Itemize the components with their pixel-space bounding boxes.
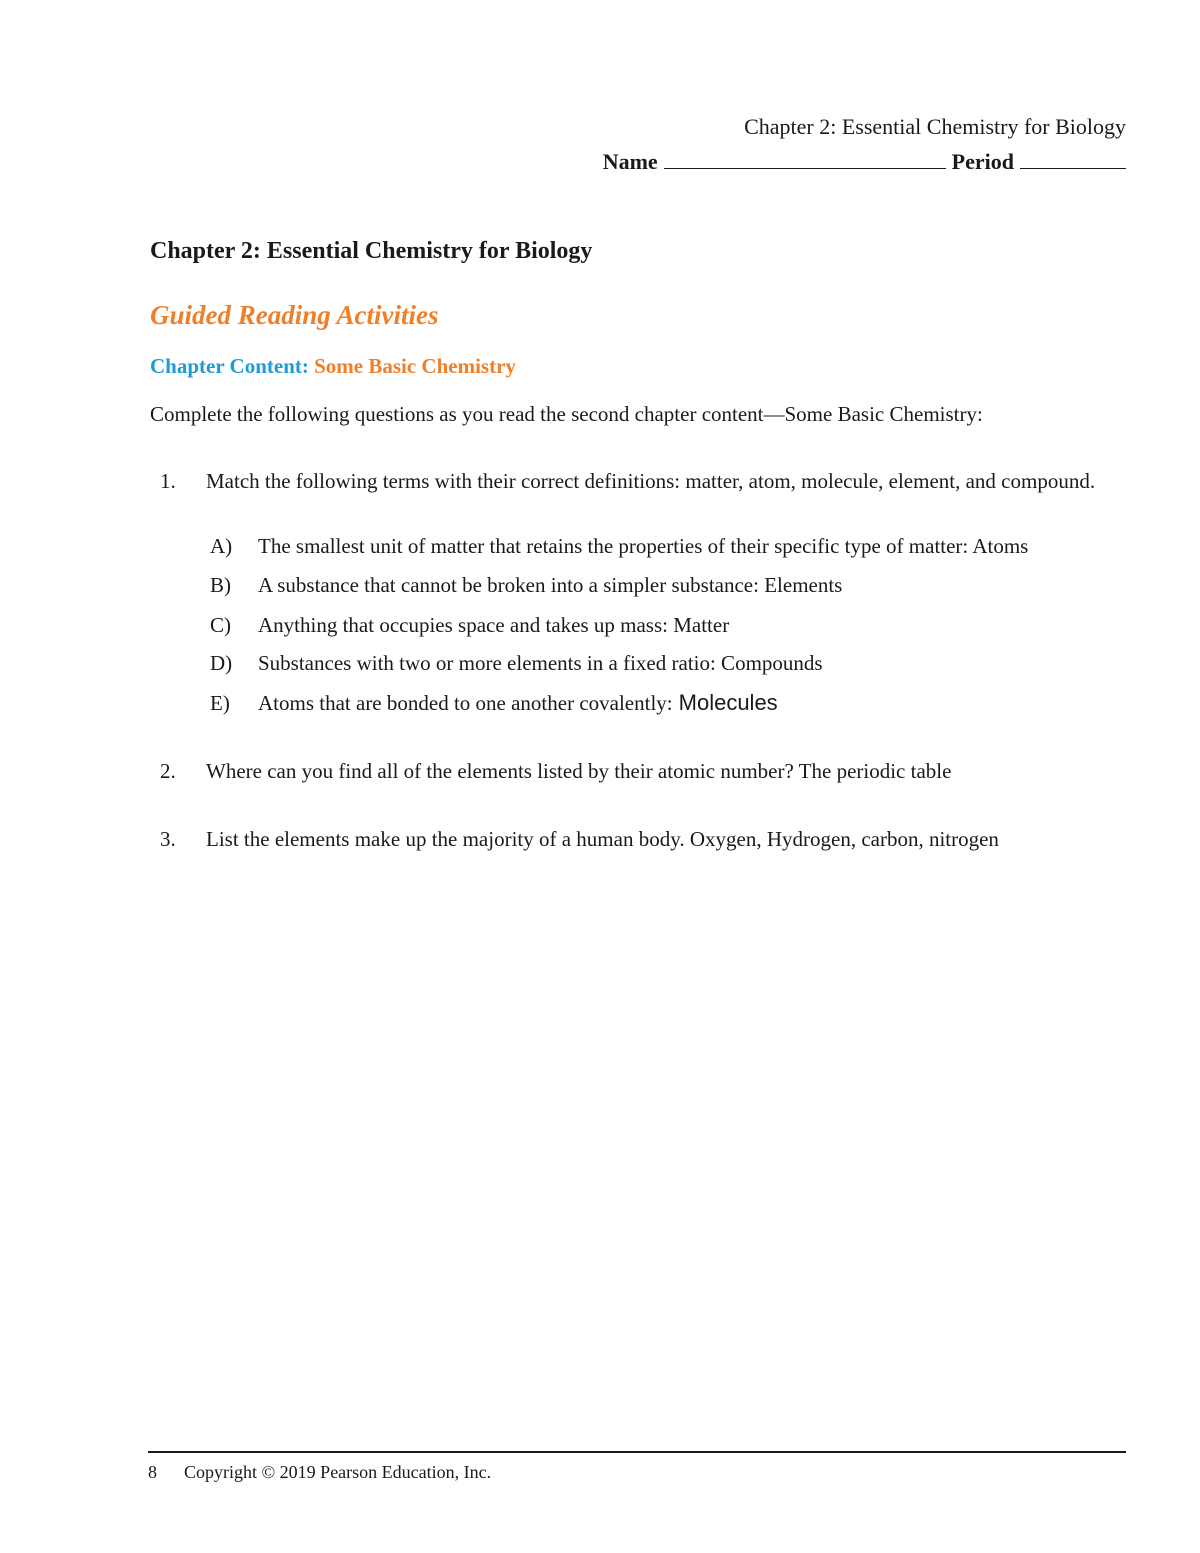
question-1 [150, 468, 1126, 495]
chapter-content-label: Chapter Content: [150, 354, 309, 378]
chapter-content-value: Some Basic Chemistry [314, 354, 516, 378]
answer-item-a [210, 534, 1028, 559]
footer-divider [148, 1451, 1126, 1453]
question-number: 3. [160, 827, 176, 851]
period-blank[interactable] [1020, 146, 1126, 169]
question-3 [150, 826, 1126, 853]
item-letter: C) [210, 613, 231, 637]
item-text: The smallest unit of matter that retains the properties of their specific type of matter: Atoms [258, 534, 1029, 558]
page-number: 8 [148, 1462, 157, 1482]
question-text: List the elements make up the majority of a human body. Oxygen, Hydrogen, carbon, nitrogen [206, 827, 999, 851]
item-text: Substances with two or more elements in a fixed ratio: Compounds [258, 651, 823, 675]
answer-item-d [210, 651, 823, 676]
answer-item-b [210, 573, 842, 598]
running-head: Chapter 2: Essential Chemistry for Biology [744, 114, 1126, 139]
question-2 [150, 758, 1126, 785]
item-text: Anything that occupies space and takes up mass: Matter [258, 613, 730, 637]
question-text: Match the following terms with their correct definitions: matter, atom, molecule, element, and compound. [206, 469, 1096, 493]
answer-item-c [210, 613, 729, 638]
name-blank[interactable] [664, 146, 946, 169]
answer-item-e [210, 690, 778, 716]
question-number: 1. [160, 469, 176, 493]
item-letter: D) [210, 651, 233, 675]
section-title: Guided Reading Activities [150, 300, 439, 330]
name-period-line [603, 146, 1126, 175]
name-label: Name [602, 149, 658, 174]
footer [148, 1462, 491, 1483]
copyright-notice: Copyright © 2019 Pearson Education, Inc. [184, 1462, 492, 1482]
item-text: A substance that cannot be broken into a simpler substance: Elements [258, 573, 843, 597]
page-title: Chapter 2: Essential Chemistry for Biology [150, 238, 593, 264]
instructions: Complete the following questions as you read the second chapter content—Some Basic Chemistry: [150, 402, 983, 426]
item-text: Atoms that are bonded to one another covalently: [258, 691, 673, 715]
item-letter: B) [210, 573, 231, 597]
item-letter: E) [210, 691, 230, 715]
period-label: Period [951, 149, 1014, 174]
chapter-content-line [150, 354, 516, 379]
question-text: Where can you find all of the elements listed by their atomic number? The periodic table [206, 759, 952, 783]
question-number: 2. [160, 759, 176, 783]
item-letter: A) [210, 534, 233, 558]
item-answer: Molecules [678, 690, 778, 715]
